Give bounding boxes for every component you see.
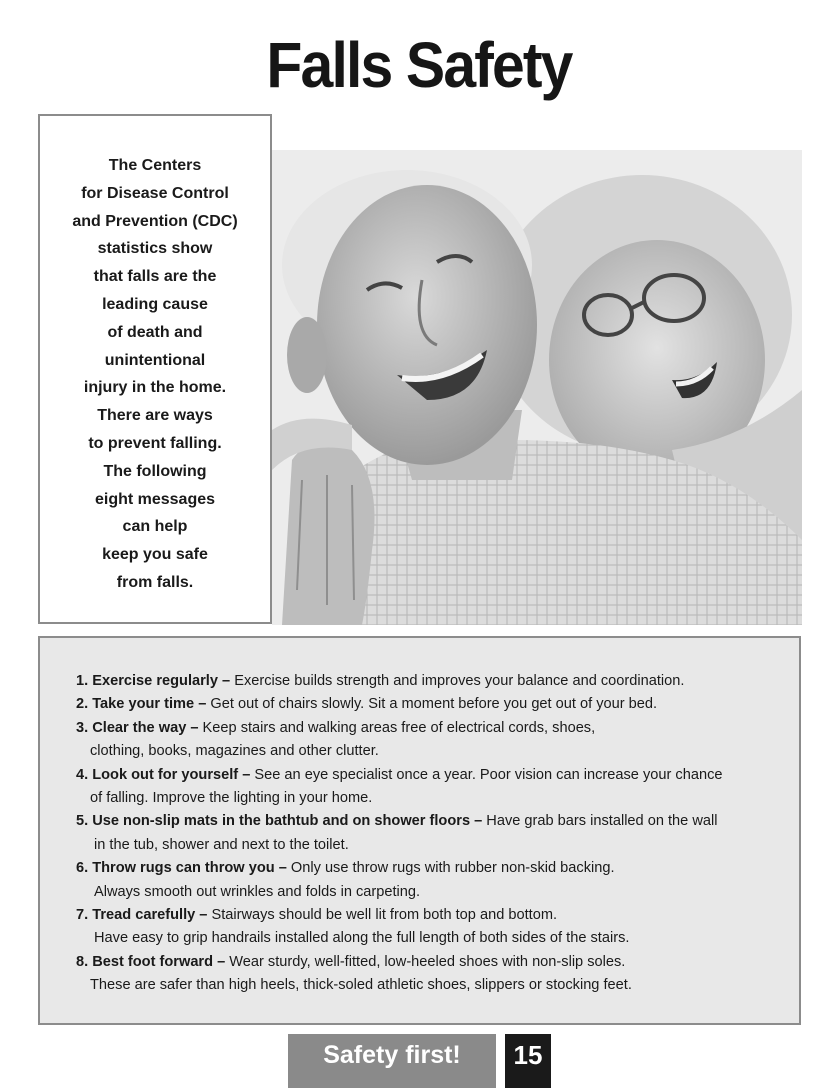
tip-text-continued: clothing, books, magazines and other clutter.: [90, 743, 379, 760]
tip-text: Only use throw rugs with rubber non-skid backing.: [286, 860, 615, 877]
tip-text: See an eye specialist once a year. Poor vision can increase your chance: [250, 766, 723, 783]
page-number: 15: [505, 1034, 551, 1088]
intro-line: The following: [103, 462, 207, 480]
intro-line: from falls.: [116, 573, 194, 591]
tip-heading: 3. Clear the way –: [76, 719, 199, 736]
tip-heading: 8. Best foot forward –: [76, 953, 226, 970]
tips-list: [76, 670, 796, 998]
tip-text: Exercise builds strength and improves your balance and coordination.: [230, 673, 685, 689]
tip-text-continued: in the tub, shower and next to the toilet.: [94, 836, 349, 853]
list-item: [76, 810, 796, 857]
intro-line: The Centers: [108, 157, 202, 174]
intro-line: injury in the home.: [83, 379, 227, 397]
intro-line: eight messages: [94, 490, 216, 508]
tip-heading: 5. Use non-slip mats in the bathtub and on shower floors –: [76, 813, 483, 830]
intro-line: statistics show: [97, 240, 213, 258]
tip-heading: 6. Throw rugs can throw you –: [76, 860, 287, 877]
list-item: [76, 693, 796, 716]
intro-line: can help: [122, 518, 188, 536]
list-item: [76, 951, 796, 998]
tip-text-continued: of falling. Improve the lighting in your home.: [90, 790, 373, 807]
tip-text: Have grab bars installed on the wall: [482, 813, 718, 830]
tip-heading: 4. Look out for yourself –: [76, 766, 251, 783]
list-item: [76, 764, 796, 811]
intro-line: keep you safe: [102, 546, 208, 564]
intro-line: of death and: [107, 323, 203, 341]
footer-section-label: Safety first!: [288, 1034, 496, 1088]
tip-heading: 2. Take your time –: [76, 696, 207, 713]
list-item: [76, 904, 796, 951]
tip-heading: 1. Exercise regularly –: [76, 673, 231, 689]
intro-line: for Disease Control: [81, 184, 229, 202]
list-item: [76, 717, 796, 764]
tip-text: Keep stairs and walking areas free of electrical cords, shoes,: [198, 719, 596, 736]
intro-box: [38, 114, 272, 624]
intro-line: leading cause: [102, 295, 208, 313]
tip-text: Wear sturdy, well-fitted, low-heeled shoes with non-slip soles.: [225, 953, 626, 970]
tip-text: Stairways should be well lit from both top and bottom.: [207, 907, 558, 924]
tip-heading: 7. Tread carefully –: [76, 907, 208, 924]
intro-line: to prevent falling.: [88, 434, 222, 452]
intro-line: unintentional: [104, 351, 206, 369]
intro-line: that falls are the: [93, 268, 217, 286]
tip-text-continued: Have easy to grip handrails installed along the full length of both sides of the stairs.: [94, 930, 630, 947]
list-item: [76, 857, 796, 904]
tips-box: [38, 636, 801, 1025]
intro-line: and Prevention (CDC): [72, 212, 238, 230]
tip-text: Get out of chairs slowly. Sit a moment before you get out of your bed.: [206, 696, 658, 713]
intro-line: There are ways: [97, 407, 213, 425]
list-item: [76, 670, 796, 693]
tip-text-continued: These are safer than high heels, thick-soled athletic shoes, slippers or stocking feet.: [90, 977, 632, 994]
page-title: Falls Safety: [266, 29, 572, 101]
elderly-couple-photo: [272, 150, 802, 625]
intro-text: [40, 152, 270, 597]
tip-text-continued: Always smooth out wrinkles and folds in carpeting.: [94, 883, 421, 900]
